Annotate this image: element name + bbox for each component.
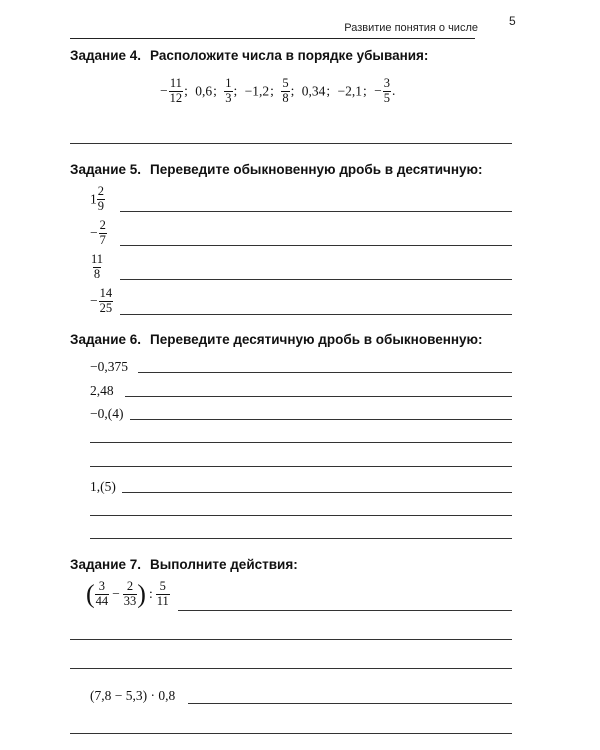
task-7-instruction: Выполните действия: [150, 557, 298, 572]
task-4-label: Задание 4. [70, 48, 142, 63]
task-4-heading [70, 48, 428, 63]
seq-item-4: −1,2 [244, 83, 270, 99]
task-6-answer-line-8[interactable] [90, 538, 512, 539]
task-7-expression-1: ( $\frac{3}{44}$ − $\frac{2}{33}$ ) : $\frac{5}{11}$ [86, 579, 169, 609]
task-6-answer-line-3[interactable] [130, 419, 512, 420]
task-4-instruction: Расположите числа в порядке убывания: [150, 48, 429, 63]
header-rule [70, 38, 475, 39]
task-7-answer-line-5[interactable] [70, 733, 512, 734]
task-7-expression-2: (7,8 − 5,3) · 0,8 [90, 688, 176, 703]
task-6-item-1: −0,375 [90, 359, 128, 374]
task-5-item-1: 1 $\frac{2}{9}$ [90, 184, 104, 213]
seq-item-1: − $\frac{11}{12}$ [160, 76, 183, 105]
task-5-item-2: − $\frac{2}{7}$ [90, 218, 106, 247]
running-title: Развитие понятия о числе [344, 22, 478, 34]
task-7-answer-line-2[interactable] [70, 639, 512, 640]
task-7-answer-line-3[interactable] [70, 668, 512, 669]
seq-item-2: 0,6 [195, 83, 213, 99]
task-6-answer-line-6[interactable] [122, 492, 512, 493]
seq-item-6: 0,34 [301, 83, 326, 99]
task-6-answer-line-7[interactable] [90, 515, 512, 516]
task-5-answer-line-4[interactable] [120, 314, 512, 315]
seq-item-3: $\frac{1}{3}$ [225, 76, 232, 105]
task-5-item-4: − $\frac{14}{25}$ [90, 286, 113, 315]
task-7-heading [70, 557, 298, 572]
seq-item-8: − $\frac{3}{5}$ [374, 76, 390, 105]
task-6-answer-line-2[interactable] [125, 396, 512, 397]
task-6-instruction: Переведите десятичную дробь в обыкновенную: [150, 332, 483, 347]
page-number: 5 [509, 14, 516, 28]
task-4-number-sequence: − $\frac{11}{12}$ ; 0,6; $\frac{1}{3}$ ; −1,2; $\frac{5}{8}$ ; 0,34; −2,1; − $\frac{3}{5}$ . [160, 76, 396, 105]
seq-item-7: −2,1 [337, 83, 362, 99]
task-7-label: Задание 7. [70, 557, 142, 572]
task-7-answer-line-4[interactable] [188, 703, 512, 704]
task-7-answer-line-1[interactable] [178, 610, 512, 611]
task-5-answer-line-2[interactable] [120, 245, 512, 246]
task-6-item-4: 1,(5) [90, 479, 116, 494]
task-6-heading [70, 332, 483, 347]
task-6-item-3: −0,(4) [90, 406, 124, 421]
task-6-answer-line-1[interactable] [138, 372, 512, 373]
task-6-item-2: 2,48 [90, 383, 114, 398]
task-6-answer-line-4[interactable] [90, 442, 512, 443]
task-5-answer-line-1[interactable] [120, 211, 512, 212]
seq-item-5: $\frac{5}{8}$ [282, 76, 289, 105]
task-6-label: Задание 6. [70, 332, 142, 347]
task-4-answer-line[interactable] [70, 143, 512, 144]
task-5-instruction: Переведите обыкновенную дробь в десятичную: [150, 162, 483, 177]
task-5-item-3: $\frac{11}{8}$ [91, 252, 104, 281]
task-5-label: Задание 5. [70, 162, 142, 177]
task-5-heading [70, 162, 483, 177]
task-5-answer-line-3[interactable] [120, 279, 512, 280]
task-6-answer-line-5[interactable] [90, 466, 512, 467]
